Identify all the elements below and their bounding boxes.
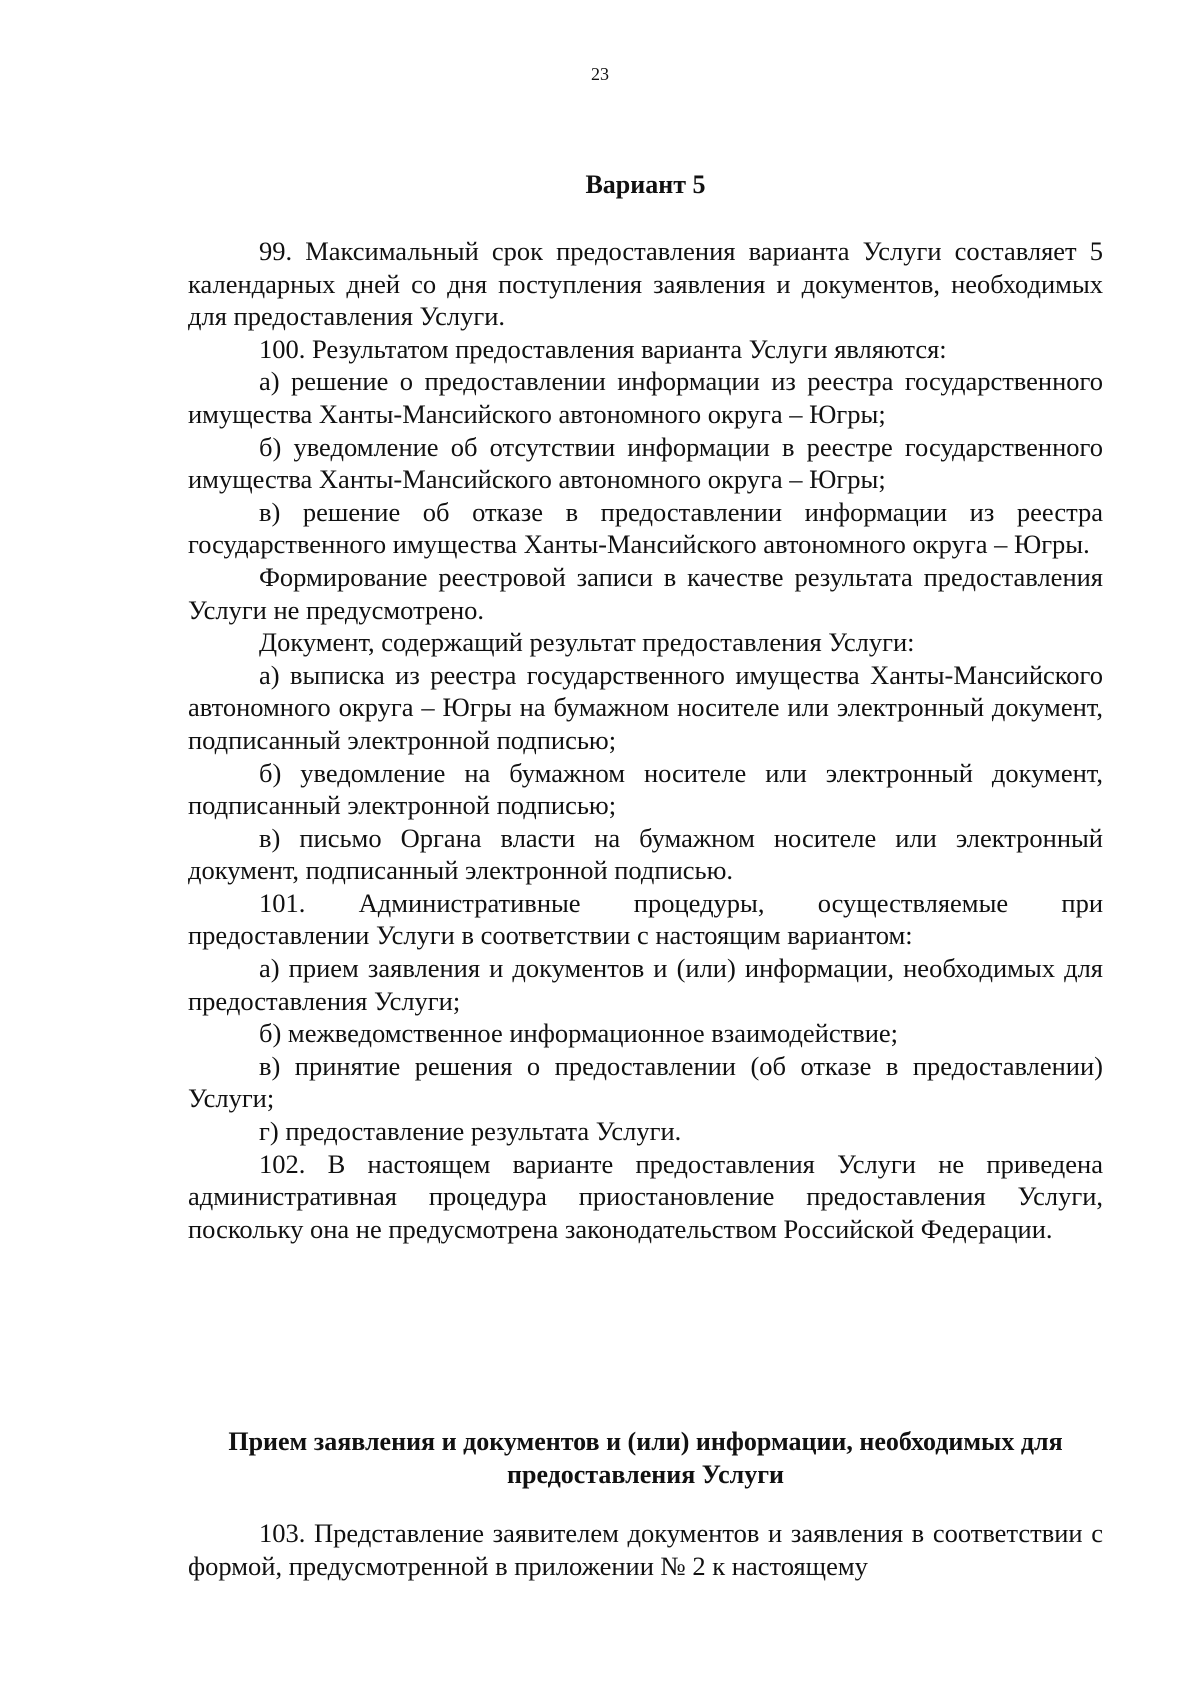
paragraph-100-a: а) решение о предоставлении информации из реестра государственного имущества Ханты-Мансийского автономного округа – Югры; <box>188 366 1103 429</box>
paragraph-101-a: а) прием заявления и документов и (или) информации, необходимых для предоставления Услуги; <box>188 953 1103 1016</box>
paragraph-101-v: в) принятие решения о предоставлении (об отказе в предоставлении) Услуги; <box>188 1050 1103 1114</box>
paragraph-100: 100. Результатом предоставления варианта Услуги являются: <box>259 333 947 364</box>
paragraph-result-b: б) уведомление на бумажном носителе или электронный документ, подписанный электронной подписью; <box>188 757 1103 821</box>
document-body <box>188 235 1103 1245</box>
paragraph-result-v: в) письмо Органа власти на бумажном носителе или электронный документ, подписанный электронной подписью. <box>188 822 1103 886</box>
paragraph-result-document: Документ, содержащий результат предоставления Услуги: <box>259 627 915 658</box>
paragraph-101-b: б) межведомственное информационное взаимодействие; <box>259 1018 899 1049</box>
paragraph-102: 102. В настоящем варианте предоставления Услуги не приведена административная процедура приостановление предоставления Услуги, поскольку она не предусмотрена законодательством Российской Федерации. <box>188 1148 1103 1244</box>
paragraph-101-g: г) предоставление результата Услуги. <box>259 1116 682 1147</box>
paragraph-registry-record: Формирование реестровой записи в качестве результата предоставления Услуги не предусмотрено. <box>188 561 1103 625</box>
paragraph-result-a: а) выписка из реестра государственного имущества Ханты-Мансийского автономного округа – Югры на бумажном носителе или электронный документ, подписанный электронной подписью; <box>188 659 1103 755</box>
variant-heading: Вариант 5 <box>585 170 706 199</box>
document-body-continued <box>188 1517 1103 1582</box>
page-number: 23 <box>591 64 609 84</box>
paragraph-103: 103. Представление заявителем документов и заявления в соответствии с формой, предусмотренной в приложении № 2 к настоящему <box>188 1518 1103 1581</box>
paragraph-99: 99. Максимальный срок предоставления варианта Услуги составляет 5 календарных дней со дня поступления заявления и документов, необходимых для предоставления Услуги. <box>188 236 1103 332</box>
section-heading: Прием заявления и документов и (или) информации, необходимых для предоставления Услуги <box>228 1427 1063 1489</box>
paragraph-100-v: в) решение об отказе в предоставлении информации из реестра государственного имущества Ханты-Мансийского автономного округа – Югры. <box>188 496 1103 560</box>
paragraph-101: 101. Административные процедуры, осуществляемые при предоставлении Услуги в соответствии с настоящим вариантом: <box>188 887 1103 951</box>
paragraph-100-b: б) уведомление об отсутствии информации в реестре государственного имущества Ханты-Мансийского автономного округа – Югры; <box>188 431 1103 495</box>
